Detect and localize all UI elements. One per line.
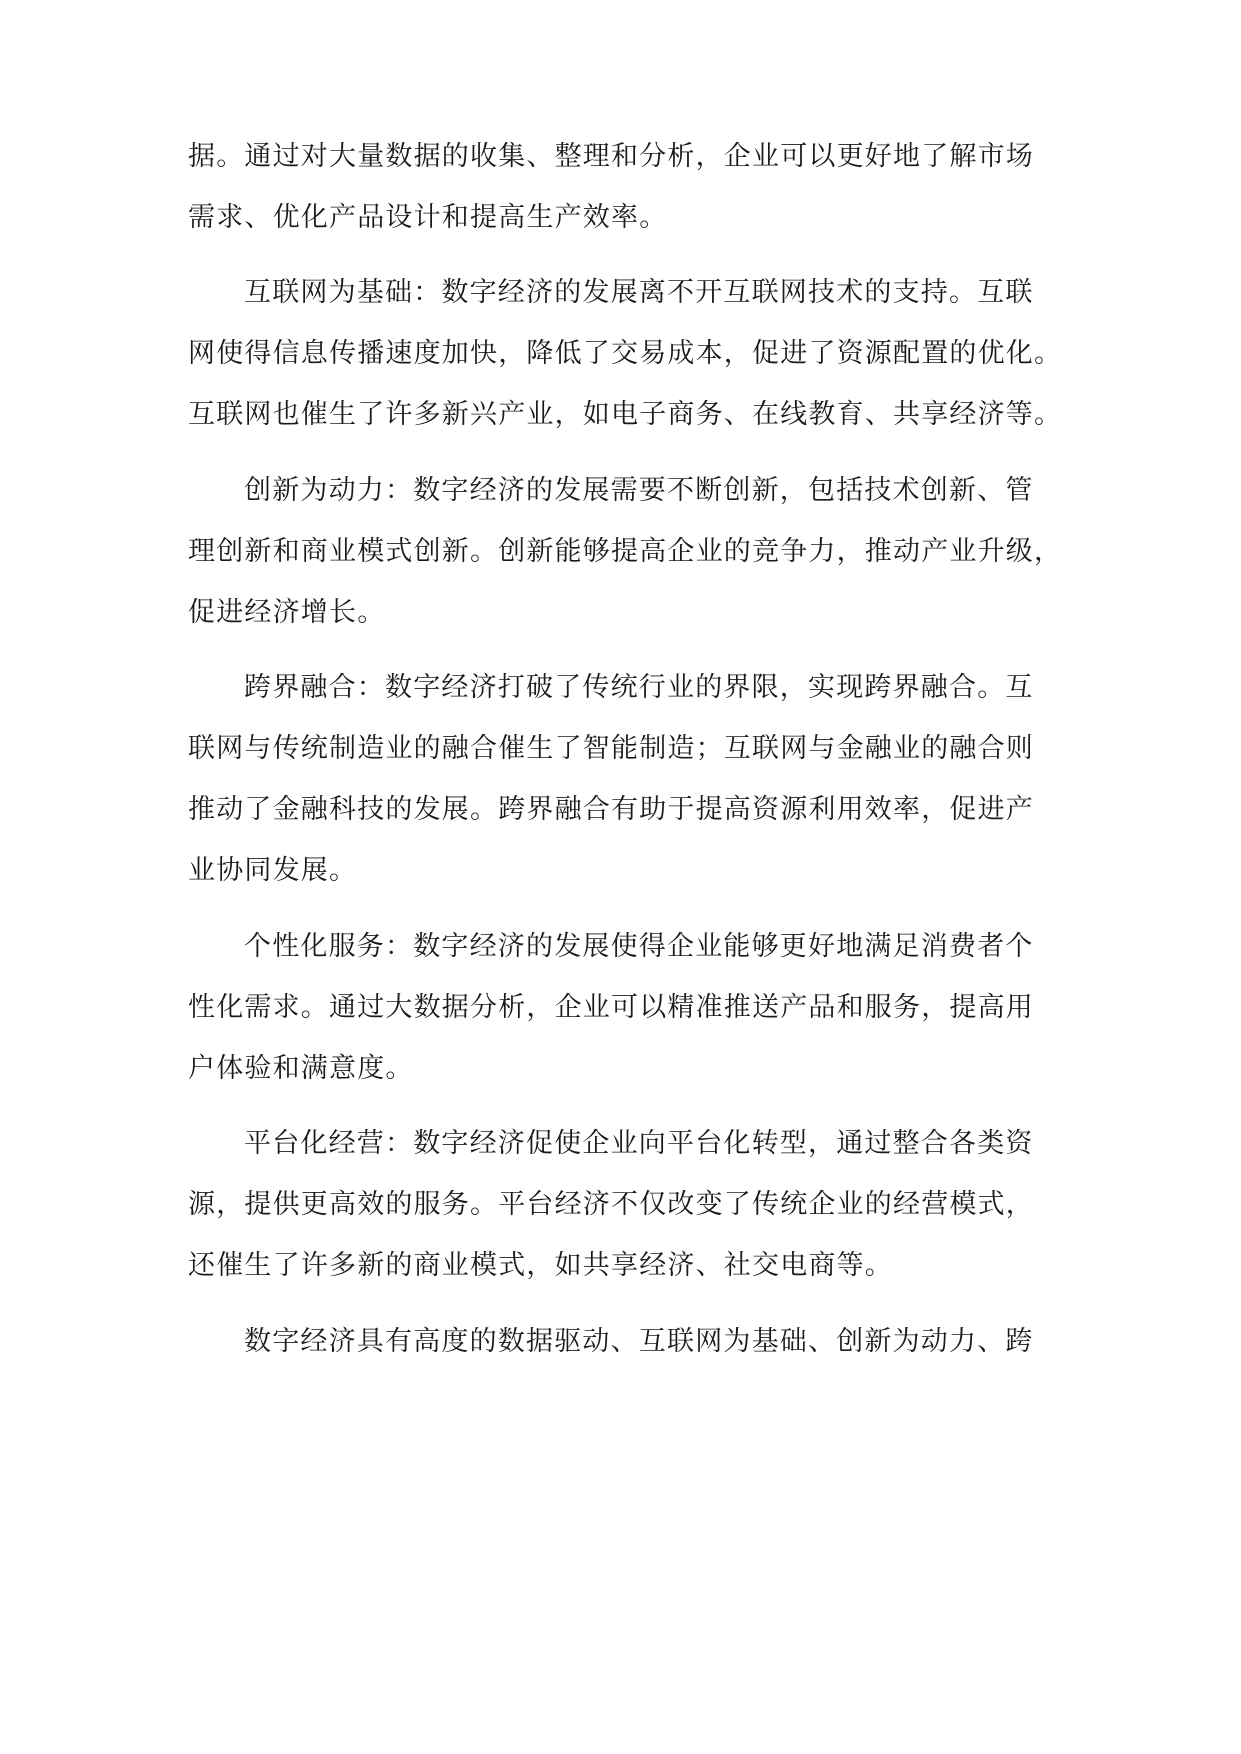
text-line: 据。通过对大量数据的收集、整理和分析，企业可以更好地了解市场 — [188, 141, 1034, 172]
paragraph-heading-line: 个性化服务：数字经济的发展使得企业能够更好地满足消费者个 — [244, 931, 1034, 962]
text-line: 促进经济增长。 — [188, 597, 386, 628]
text-line: 性化需求。通过大数据分析，企业可以精准推送产品和服务，提高用 — [188, 992, 1034, 1023]
text-line: 还催生了许多新的商业模式，如共享经济、社交电商等。 — [188, 1250, 893, 1281]
text-line: 源，提供更高效的服务。平台经济不仅改变了传统企业的经营模式， — [188, 1189, 1034, 1220]
text-line: 户体验和满意度。 — [188, 1053, 414, 1084]
paragraph-heading-line: 数字经济具有高度的数据驱动、互联网为基础、创新为动力、跨 — [244, 1326, 1034, 1357]
text-line: 需求、优化产品设计和提高生产效率。 — [188, 202, 668, 233]
text-line: 联网与传统制造业的融合催生了智能制造；互联网与金融业的融合则 — [188, 733, 1034, 764]
paragraph-heading-line: 创新为动力：数字经济的发展需要不断创新，包括技术创新、管 — [244, 475, 1034, 506]
text-line: 理创新和商业模式创新。创新能够提高企业的竞争力，推动产业升级， — [188, 536, 1063, 567]
paragraph-heading-line: 互联网为基础：数字经济的发展离不开互联网技术的支持。互联 — [244, 277, 1034, 308]
text-line: 业协同发展。 — [188, 855, 358, 886]
text-line: 推动了金融科技的发展。跨界融合有助于提高资源利用效率，促进产 — [188, 794, 1034, 825]
paragraph-heading-line: 平台化经营：数字经济促使企业向平台化转型，通过整合各类资 — [244, 1128, 1034, 1159]
paragraph-heading-line: 跨界融合：数字经济打破了传统行业的界限，实现跨界融合。互 — [244, 672, 1034, 703]
text-line: 网使得信息传播速度加快，降低了交易成本，促进了资源配置的优化。 — [188, 338, 1063, 369]
text-line: 互联网也催生了许多新兴产业，如电子商务、在线教育、共享经济等。 — [188, 399, 1063, 430]
